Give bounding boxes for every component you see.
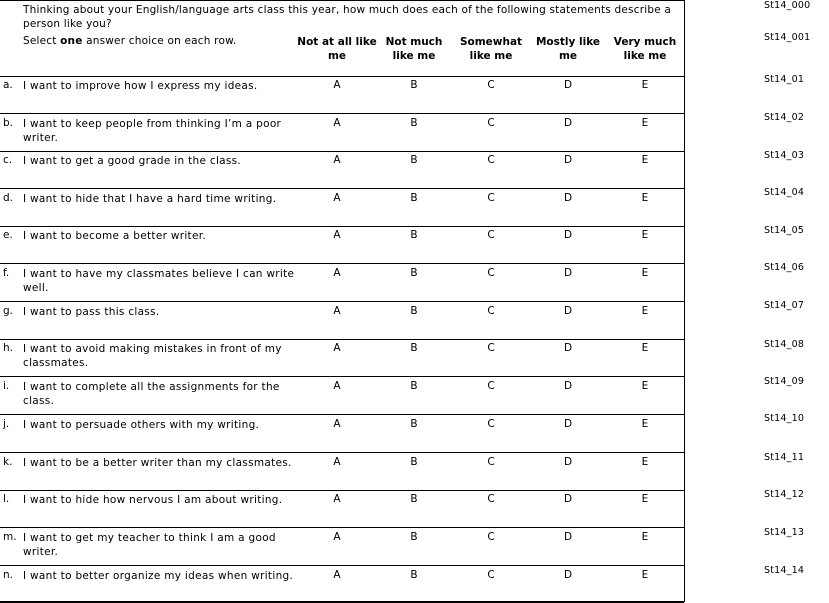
answer-choice-e[interactable]: E <box>641 229 649 241</box>
answer-choice-c[interactable]: C <box>487 192 495 204</box>
table-row <box>0 377 684 415</box>
item-statement: I want to better organize my ideas when writing. <box>23 570 294 582</box>
answer-choice-d[interactable]: D <box>563 192 573 204</box>
answer-choice-e[interactable]: E <box>641 117 649 129</box>
item-statement: I want to improve how I express my ideas. <box>23 80 258 92</box>
table-row <box>0 76 684 114</box>
answer-choice-b[interactable]: B <box>410 493 418 505</box>
header-code: St14_001 <box>764 32 811 43</box>
answer-choice-b[interactable]: B <box>410 267 418 279</box>
table-row <box>0 528 684 566</box>
answer-choice-c[interactable]: C <box>487 342 495 354</box>
answer-choice-e[interactable]: E <box>641 493 649 505</box>
answer-choice-e[interactable]: E <box>641 192 649 204</box>
answer-choice-b[interactable]: B <box>410 418 418 430</box>
answer-choice-d[interactable]: D <box>563 531 573 543</box>
answer-choice-b[interactable]: B <box>410 154 418 166</box>
answer-choice-e[interactable]: E <box>641 79 649 91</box>
answer-choice-d[interactable]: D <box>563 79 573 91</box>
answer-choice-a[interactable]: A <box>333 342 341 354</box>
answer-choice-c[interactable]: C <box>487 418 495 430</box>
answer-choice-c[interactable]: C <box>487 117 495 129</box>
answer-choice-a[interactable]: A <box>333 192 341 204</box>
answer-choice-a[interactable]: A <box>333 418 341 430</box>
answer-choice-c[interactable]: C <box>487 380 495 392</box>
item-statement: I want to hide that I have a hard time writing. <box>23 193 277 205</box>
answer-choice-c[interactable]: C <box>487 79 495 91</box>
instruction-pre: Select <box>23 35 61 47</box>
item-letter: h. <box>3 342 13 354</box>
item-letter: l. <box>3 493 10 505</box>
table-row <box>0 114 684 152</box>
answer-choice-a[interactable]: A <box>333 305 341 317</box>
answer-choice-b[interactable]: B <box>410 380 418 392</box>
item-statement: I want to keep people from thinking I’m a poor writer. <box>23 118 282 144</box>
item-statement: I want to be a better writer than my classmates. <box>23 457 292 469</box>
answer-choice-c[interactable]: C <box>487 267 495 279</box>
table-row <box>0 415 684 453</box>
instruction <box>23 35 236 47</box>
answer-choice-d[interactable]: D <box>563 117 573 129</box>
item-letter: e. <box>3 229 13 241</box>
answer-choice-b[interactable]: B <box>410 117 418 129</box>
answer-choice-d[interactable]: D <box>563 456 573 468</box>
item-letter: m. <box>3 531 17 543</box>
item-code: St14_14 <box>764 565 805 576</box>
table-row <box>0 453 684 491</box>
answer-choice-d[interactable]: D <box>563 305 573 317</box>
item-letter: k. <box>3 456 13 468</box>
table-row <box>0 566 684 603</box>
answer-choice-b[interactable]: B <box>410 305 418 317</box>
answer-choice-b[interactable]: B <box>410 192 418 204</box>
answer-choice-e[interactable]: E <box>641 456 649 468</box>
answer-choice-d[interactable]: D <box>563 154 573 166</box>
answer-choice-e[interactable]: E <box>641 267 649 279</box>
answer-choice-b[interactable]: B <box>410 79 418 91</box>
answer-choice-d[interactable]: D <box>563 229 573 241</box>
answer-choice-e[interactable]: E <box>641 305 649 317</box>
item-letter: c. <box>3 154 13 166</box>
answer-choice-a[interactable]: A <box>333 79 341 91</box>
answer-choice-c[interactable]: C <box>487 569 495 581</box>
answer-choice-b[interactable]: B <box>410 531 418 543</box>
answer-choice-a[interactable]: A <box>333 229 341 241</box>
item-code: St14_08 <box>764 339 805 350</box>
instruction-post: answer choice on each row. <box>82 35 237 47</box>
item-statement: I want to pass this class. <box>23 306 160 318</box>
answer-choice-d[interactable]: D <box>563 342 573 354</box>
table-row <box>0 302 684 340</box>
item-statement: I want to complete all the assignments for the class. <box>23 381 280 407</box>
answer-choice-a[interactable]: A <box>333 154 341 166</box>
answer-choice-a[interactable]: A <box>333 456 341 468</box>
answer-choice-b[interactable]: B <box>410 569 418 581</box>
item-statement: I want to avoid making mistakes in front of my classmates. <box>23 343 282 369</box>
item-code: St14_10 <box>764 413 805 424</box>
item-letter: f. <box>3 267 10 279</box>
column-header-d: Mostly like me <box>535 36 601 62</box>
answer-choice-c[interactable]: C <box>487 493 495 505</box>
table-row <box>0 226 684 264</box>
item-statement: I want to hide how nervous I am about writing. <box>23 494 283 506</box>
column-header-b: Not much like me <box>385 36 443 62</box>
answer-choice-b[interactable]: B <box>410 229 418 241</box>
item-code: St14_12 <box>764 489 805 500</box>
answer-choice-c[interactable]: C <box>487 305 495 317</box>
answer-choice-a[interactable]: A <box>333 380 341 392</box>
answer-choice-a[interactable]: A <box>333 117 341 129</box>
item-code: St14_01 <box>764 74 805 85</box>
answer-choice-d[interactable]: D <box>563 418 573 430</box>
column-header-e: Very much like me <box>613 36 677 62</box>
item-code: St14_13 <box>764 527 805 538</box>
item-letter: d. <box>3 192 14 204</box>
item-letter: g. <box>3 305 14 317</box>
answer-choice-c[interactable]: C <box>487 154 495 166</box>
answer-choice-e[interactable]: E <box>641 380 649 392</box>
item-letter: n. <box>3 569 13 581</box>
answer-choice-c[interactable]: C <box>487 531 495 543</box>
column-header-c: Somewhat like me <box>459 36 523 62</box>
answer-choice-a[interactable]: A <box>333 493 341 505</box>
answer-choice-d[interactable]: D <box>563 267 573 279</box>
item-statement: I want to get my teacher to think I am a good writer. <box>23 532 276 558</box>
table-row <box>0 339 684 377</box>
table-row <box>0 189 684 227</box>
item-statement: I want to have my classmates believe I can write well. <box>23 268 295 294</box>
answer-choice-e[interactable]: E <box>641 154 649 166</box>
item-statement: I want to become a better writer. <box>23 230 207 242</box>
table-row <box>0 264 684 302</box>
table-row <box>0 151 684 189</box>
answer-choice-b[interactable]: B <box>410 456 418 468</box>
item-code: St14_02 <box>764 112 805 123</box>
answer-choice-a[interactable]: A <box>333 569 341 581</box>
question-prompt: Thinking about your English/language arts class this year, how much does each of the following statements describe a person like you? <box>23 4 672 30</box>
item-letter: b. <box>3 117 14 129</box>
answer-choice-c[interactable]: C <box>487 456 495 468</box>
answer-choice-a[interactable]: A <box>333 531 341 543</box>
answer-choice-e[interactable]: E <box>641 569 649 581</box>
answer-choice-e[interactable]: E <box>641 342 649 354</box>
instruction-bold: one <box>60 35 83 47</box>
column-header-a: Not at all like me <box>297 36 377 62</box>
item-code: St14_07 <box>764 300 805 311</box>
item-code: St14_05 <box>764 225 805 236</box>
answer-choice-d[interactable]: D <box>563 380 573 392</box>
table-row <box>0 490 684 528</box>
answer-choice-c[interactable]: C <box>487 229 495 241</box>
table-header <box>0 1 684 77</box>
item-code: St14_06 <box>764 262 805 273</box>
answer-choice-a[interactable]: A <box>333 267 341 279</box>
item-code: St14_03 <box>764 150 805 161</box>
header-code: St14_000 <box>764 0 811 11</box>
item-code: St14_09 <box>764 376 805 387</box>
answer-choice-d[interactable]: D <box>563 569 573 581</box>
answer-choice-d[interactable]: D <box>563 493 573 505</box>
item-statement: I want to get a good grade in the class. <box>23 155 242 167</box>
item-letter: i. <box>3 380 10 392</box>
item-code: St14_11 <box>764 452 805 463</box>
answer-choice-e[interactable]: E <box>641 531 649 543</box>
item-letter: a. <box>3 79 13 91</box>
item-letter: j. <box>3 418 10 430</box>
answer-choice-b[interactable]: B <box>410 342 418 354</box>
item-statement: I want to persuade others with my writing. <box>23 419 260 431</box>
item-code: St14_04 <box>764 187 805 198</box>
answer-choice-e[interactable]: E <box>641 418 649 430</box>
